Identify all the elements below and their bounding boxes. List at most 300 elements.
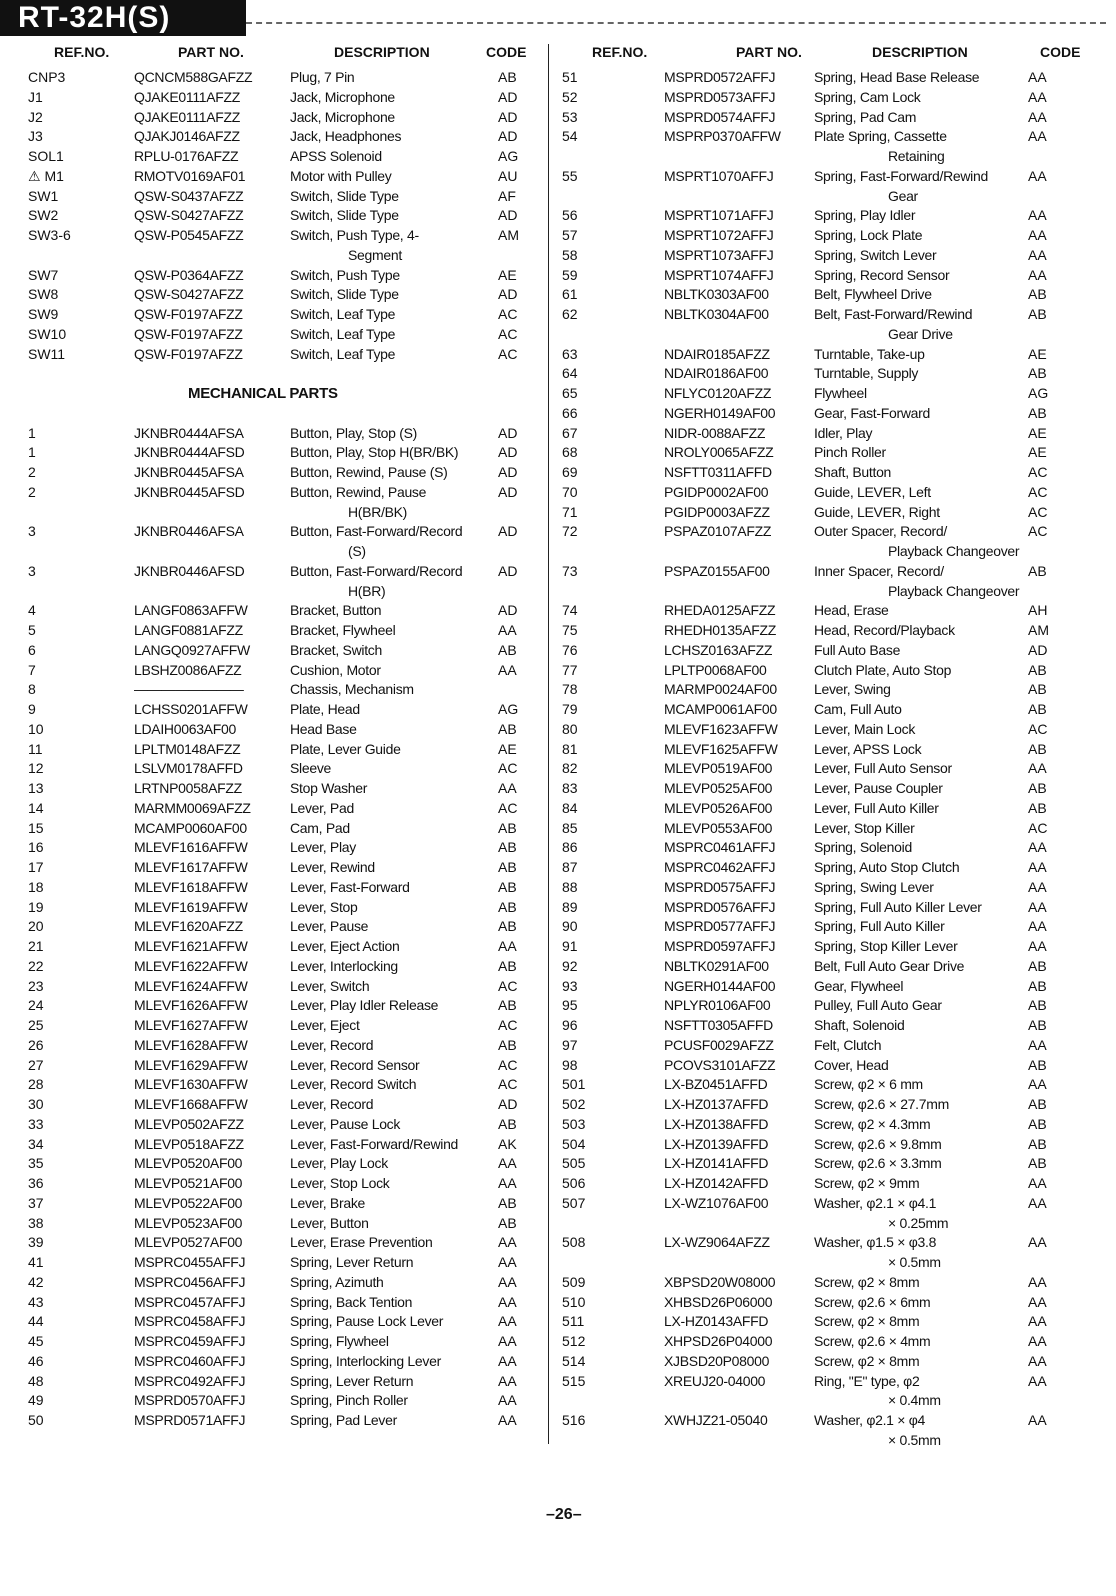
description-cell: Lever, Pause [290,918,369,935]
ref-cell: 4 [28,602,36,619]
description-cell: Washer, φ2.1 × φ4 [814,1412,925,1428]
description-cell: Spring, Full Auto Killer [814,918,945,935]
table-row [28,1214,558,1234]
ref-cell: 81 [562,740,578,757]
code-cell: AA [498,1412,517,1428]
code-cell: AA [1028,167,1047,184]
part-no-cell: NGERH0149AF00 [664,404,776,421]
code-cell: AC [1028,523,1048,540]
ref-cell: 46 [28,1352,44,1369]
ref-cell: 26 [28,1036,44,1053]
table-row [28,167,558,187]
description-cell: Bracket, Button [290,602,382,619]
part-no-cell: MSPRD0597AFFJ [664,938,776,954]
table-row [28,937,558,957]
ref-cell: 69 [562,464,578,480]
description-cell: Stop Washer [290,780,368,796]
table-row [28,740,558,760]
table-row [562,1115,1092,1135]
ref-cell: 17 [28,859,44,875]
part-no-cell: PCUSF0029AFZZ [664,1036,774,1053]
ref-cell: 84 [562,799,578,816]
column-header-left [28,44,548,64]
description-cell: Plate Spring, Cassette [814,128,947,145]
table-row [562,1075,1092,1095]
ref-cell: SW7 [28,266,59,283]
table-row [28,404,558,424]
part-no-cell: NPLYR0106AF00 [664,997,771,1014]
code-cell: AA [1028,1333,1047,1349]
code-cell: AD [498,464,518,480]
ref-cell: 6 [28,641,36,658]
table-row [28,503,558,523]
code-cell: AA [1028,88,1047,105]
table-row [562,1253,1092,1273]
part-no-cell: LPLTM0148AFZZ [134,740,241,757]
part-no-cell: RMOTV0169AF01 [134,167,246,184]
table-row [28,1391,558,1411]
part-no-cell: NDAIR0186AF00 [664,365,769,382]
model-title: RT-32H(S) [0,0,246,36]
code-cell: AB [498,641,517,658]
description-cell: H(BR/BK) [348,503,408,520]
description-cell: Screw, φ2 × 4.3mm [814,1115,931,1132]
ref-cell: 70 [562,483,578,500]
description-cell: Lever, Rewind [290,859,375,875]
table-row [28,88,558,108]
ref-cell: 98 [562,1056,578,1073]
ref-cell: 502 [562,1096,586,1112]
table-row [562,1273,1092,1293]
code-cell: AC [498,760,518,777]
ref-cell: 54 [562,128,578,145]
ref-cell: 9 [28,701,36,717]
ref-cell: 12 [28,760,44,777]
table-row [562,1135,1092,1155]
ref-cell: 19 [28,898,44,915]
part-no-cell: MLEVF1621AFFW [134,938,248,954]
description-cell: Spring, Auto Stop Clutch [814,859,960,875]
part-no-cell: MSPRT1071AFFJ [664,207,774,224]
table-row [562,1056,1092,1076]
code-cell: AB [1028,404,1047,421]
code-cell: AA [498,1175,517,1191]
table-row [28,878,558,898]
description-cell: Lever, Interlocking [290,957,398,974]
code-cell: AD [1028,641,1048,658]
table-row [28,187,558,207]
ref-cell: 56 [562,207,578,224]
code-cell: AC [1028,464,1048,480]
description-cell: MECHANICAL PARTS [188,385,338,402]
table-row [562,483,1092,503]
description-cell: Lever, Record Switch [290,1076,417,1093]
table-row [28,838,558,858]
ref-cell: 67 [562,424,578,441]
code-cell: AA [1028,1293,1047,1310]
description-cell: Chassis, Mechanism [290,681,414,698]
ref-cell: 61 [562,286,578,303]
table-row [562,1431,1092,1451]
part-no-cell: MSPRD0570AFFJ [134,1392,246,1409]
table-row [28,1352,558,1372]
part-no-cell: MLEVF1630AFFW [134,1076,248,1093]
code-cell: AC [498,1076,518,1093]
table-row [562,1312,1092,1332]
description-cell: Screw, φ2 × 8mm [814,1313,920,1330]
description-cell: Lever, Pad [290,799,354,816]
ref-cell: 97 [562,1036,578,1053]
table-row [28,206,558,226]
header-desc: DESCRIPTION [334,44,430,60]
table-row [562,305,1092,325]
description-cell: Lever, Play Idler Release [290,997,439,1014]
description-cell: Switch, Slide Type [290,286,399,303]
description-cell: Belt, Fast-Forward/Rewind [814,306,973,322]
code-cell: AD [498,523,518,540]
ref-cell: 511 [562,1313,585,1330]
description-cell: Lever, Fast-Forward/Rewind [290,1135,459,1152]
description-cell: Switch, Push Type [290,266,400,283]
table-row [28,345,558,365]
ref-cell: 508 [562,1234,586,1251]
table-row [562,68,1092,88]
code-cell: AB [1028,1115,1047,1132]
part-no-cell: MSPRD0574AFFJ [664,108,776,125]
ref-cell: 72 [562,523,578,540]
description-cell: Spring, Pad Cam [814,108,917,125]
ref-cell: 82 [562,760,578,777]
description-cell: Switch, Slide Type [290,187,399,204]
part-no-cell: MSPRC0460AFFJ [134,1352,246,1369]
description-cell: Screw, φ2.6 × 4mm [814,1333,931,1349]
description-cell: Gear, Fast-Forward [814,404,930,421]
ref-cell: 514 [562,1352,586,1369]
part-no-cell: NFLYC0120AFZZ [664,385,772,401]
code-cell: AA [1028,859,1047,875]
code-cell: AB [498,720,517,737]
parts-list-left [28,68,558,1431]
table-row [562,1411,1092,1431]
ref-cell: 1 [28,424,36,441]
ref-cell: 55 [562,167,578,184]
part-no-cell: JKNBR0444AFSA [134,424,244,441]
part-no-cell: RHEDA0125AFZZ [664,602,776,619]
code-cell: AF [498,187,516,204]
ref-cell: 24 [28,997,44,1014]
part-no-cell: XBPSD20W08000 [664,1273,776,1290]
ref-cell: 13 [28,780,44,796]
part-no-cell: MCAMP0061AF00 [664,701,777,717]
ref-cell: 51 [562,69,578,85]
ref-cell: 11 [28,740,43,757]
ref-cell: 87 [562,859,578,875]
description-cell: Lever, Button [290,1214,369,1231]
code-cell: AA [1028,128,1047,145]
description-cell: Screw, φ2 × 9mm [814,1175,920,1191]
header-desc: DESCRIPTION [872,44,968,60]
description-cell: Segment [348,246,402,263]
code-cell: AB [1028,1155,1047,1172]
code-cell: AE [1028,444,1047,461]
ref-cell: 83 [562,780,578,796]
table-row [28,1016,558,1036]
table-row [562,364,1092,384]
ref-cell: 50 [28,1412,44,1428]
code-cell: AB [1028,562,1047,579]
code-cell: AA [1028,246,1047,263]
code-cell: AA [498,1313,517,1330]
part-no-cell: NBLTK0303AF00 [664,286,769,303]
code-cell: AB [498,997,517,1014]
description-cell: Head, Record/Playback [814,622,955,638]
table-row [28,1332,558,1352]
part-no-cell: MLEVP0502AFZZ [134,1115,244,1132]
table-row [28,661,558,681]
ref-cell: 507 [562,1194,586,1211]
part-no-cell: JKNBR0445AFSA [134,464,244,480]
code-cell: AA [498,1392,517,1409]
description-cell: Spring, Flywheel [290,1333,389,1349]
ref-cell: 512 [562,1333,586,1349]
ref-cell: 36 [28,1175,44,1191]
description-cell: H(BR) [348,582,386,599]
ref-cell: 74 [562,602,578,619]
part-no-cell: LANGF0881AFZZ [134,622,243,638]
table-row [562,838,1092,858]
description-cell: Lever, Full Auto Sensor [814,760,952,777]
description-cell: Lever, Swing [814,681,891,698]
ref-cell: ⚠ M1 [28,167,64,184]
ref-cell: 43 [28,1293,44,1310]
description-cell: Cover, Head [814,1056,889,1073]
description-cell: Spring, Record Sensor [814,266,950,283]
part-no-cell: MARMP0024AF00 [664,681,777,698]
table-row [562,127,1092,147]
table-row [28,779,558,799]
description-cell: Spring, Back Tention [290,1293,413,1310]
table-row [562,1036,1092,1056]
code-cell: AG [498,701,519,717]
code-cell: AB [498,69,517,85]
title-rule [246,22,1106,24]
description-cell: Spring, Lever Return [290,1372,414,1389]
part-no-cell: PSPAZ0107AFZZ [664,523,772,540]
description-cell: Screw, φ2.6 × 6mm [814,1293,931,1310]
ref-cell: 515 [562,1372,586,1389]
description-cell: Lever, Record [290,1036,374,1053]
code-cell: AA [498,1352,517,1369]
description-cell: × 0.5mm [888,1431,941,1448]
part-no-cell: MSPRC0462AFFJ [664,859,776,875]
part-no-cell: MSPRD0572AFFJ [664,69,776,85]
code-cell: AC [1028,503,1048,520]
part-no-cell: PSPAZ0155AF00 [664,562,770,579]
ref-cell: 86 [562,839,578,856]
code-cell: AA [498,1234,517,1251]
code-cell: AD [498,207,518,224]
code-cell: AE [1028,424,1047,441]
description-cell: Flywheel [814,385,867,401]
table-row [562,384,1092,404]
table-row [562,740,1092,760]
part-no-cell: NSFTT0305AFFD [664,1017,773,1033]
table-row [562,463,1092,483]
part-no-cell: MARMM0069AFZZ [134,799,251,816]
part-no-cell: JKNBR0446AFSD [134,562,245,579]
table-row [28,601,558,621]
description-cell: Lever, Pause Coupler [814,780,943,796]
description-cell: Switch, Leaf Type [290,306,396,322]
ref-cell: 22 [28,957,44,974]
description-cell: Screw, φ2.6 × 3.3mm [814,1155,942,1172]
part-no-cell: LX-HZ0139AFFD [664,1135,769,1152]
code-cell: AB [498,819,517,836]
code-cell: AA [1028,1313,1047,1330]
ref-cell: 5 [28,622,36,638]
part-no-cell: LCHSZ0163AFZZ [664,641,773,658]
ref-cell: 34 [28,1135,44,1152]
table-row [562,266,1092,286]
code-cell: AB [498,1214,517,1231]
description-cell: Idler, Play [814,424,873,441]
table-row [28,562,558,582]
ref-cell: 3 [28,562,36,579]
part-no-cell: JKNBR0444AFSD [134,444,245,461]
code-cell: AK [498,1135,517,1152]
table-row [562,1194,1092,1214]
table-row [28,1135,558,1155]
code-cell: AA [1028,1175,1047,1191]
part-no-cell: MSPRT1072AFFJ [664,227,774,243]
table-row [28,858,558,878]
part-no-cell: XJBSD20P08000 [664,1352,770,1369]
header-part: PART NO. [736,44,802,60]
description-cell: × 0.4mm [888,1392,941,1409]
code-cell: AH [1028,602,1048,619]
part-no-cell: MLEVF1668AFFW [134,1096,248,1112]
ref-cell: 62 [562,306,578,322]
ref-cell: 7 [28,661,36,678]
part-no-cell: MLEVF1622AFFW [134,957,248,974]
part-no-cell: MSPRT1070AFFJ [664,167,774,184]
ref-cell: 516 [562,1412,586,1428]
table-row [28,147,558,167]
code-cell: AA [1028,207,1047,224]
table-row [28,443,558,463]
table-row [28,621,558,641]
part-no-cell: QSW-F0197AFZZ [134,325,243,342]
code-cell: AC [498,977,518,994]
description-cell: Spring, Interlocking Lever [290,1352,441,1369]
description-cell: Plate, Head [290,701,360,717]
part-no-cell: MLEVP0521AF00 [134,1175,243,1191]
description-cell: Spring, Fast-Forward/Rewind [814,167,988,184]
code-cell: AB [498,898,517,915]
part-no-cell: LX-HZ0138AFFD [664,1115,769,1132]
ref-cell: SW1 [28,187,59,204]
table-row [28,700,558,720]
ref-cell: 30 [28,1096,44,1112]
code-cell: AB [498,1194,517,1211]
code-cell: AD [498,602,518,619]
code-cell: AA [498,780,517,796]
table-row [562,1095,1092,1115]
ref-cell: 75 [562,622,578,638]
table-row [28,483,558,503]
code-cell: AA [1028,108,1047,125]
description-cell: Spring, Head Base Release [814,69,980,85]
description-cell: Bracket, Flywheel [290,622,396,638]
ref-cell: 23 [28,977,44,994]
description-cell: Pulley, Full Auto Gear [814,997,942,1014]
column-header-right [562,44,1082,64]
part-no-cell: MLEVP0526AF00 [664,799,773,816]
code-cell: AA [1028,839,1047,856]
description-cell: Switch, Leaf Type [290,345,396,362]
table-row [562,285,1092,305]
table-row [562,621,1092,641]
ref-cell: 21 [28,938,44,954]
table-row [562,1352,1092,1372]
description-cell: Pinch Roller [814,444,886,461]
description-cell: Lever, Record [290,1096,374,1112]
code-cell: AD [498,483,518,500]
code-cell: AB [1028,740,1047,757]
description-cell: Lever, Eject [290,1017,360,1033]
code-cell: AA [498,1254,517,1270]
part-no-cell: LX-HZ0137AFFD [664,1096,769,1112]
description-cell: Belt, Flywheel Drive [814,286,932,303]
ref-cell: 2 [28,483,36,500]
description-cell: × 0.5mm [888,1254,941,1270]
table-row [28,1273,558,1293]
part-no-cell: MLEVF1625AFFW [664,740,778,757]
description-cell: Lever, Pause Lock [290,1115,401,1132]
part-no-cell: LRTNP0058AFZZ [134,780,242,796]
code-cell: AA [498,1293,517,1310]
part-no-cell: MSPRC0456AFFJ [134,1273,246,1290]
code-cell: AD [498,128,518,145]
code-cell: AC [498,1017,518,1033]
code-cell: AB [1028,957,1047,974]
ref-cell: 504 [562,1135,586,1152]
description-cell: Button, Fast-Forward/Record [290,562,463,579]
table-row [28,1372,558,1392]
table-row [28,641,558,661]
table-row [562,1391,1092,1411]
part-no-cell: QCNCM588GAFZZ [134,69,253,85]
code-cell: AD [498,562,518,579]
description-cell: Screw, φ2.6 × 9.8mm [814,1135,942,1152]
description-cell: Playback Changeover [888,543,1020,559]
part-no-cell: MSPRP0370AFFW [664,128,781,145]
table-row [562,996,1092,1016]
part-no-cell: MLEVP0553AF00 [664,819,773,836]
code-cell: AB [1028,681,1047,698]
description-cell: Jack, Microphone [290,108,395,125]
ref-cell: 509 [562,1273,586,1290]
table-row [28,977,558,997]
table-row [562,641,1092,661]
code-cell: AG [498,148,519,164]
table-row [28,542,558,562]
table-row [28,582,558,602]
part-no-cell: MLEVP0527AF00 [134,1234,243,1251]
table-row [28,1154,558,1174]
table-row [28,285,558,305]
ref-cell: 506 [562,1175,586,1191]
